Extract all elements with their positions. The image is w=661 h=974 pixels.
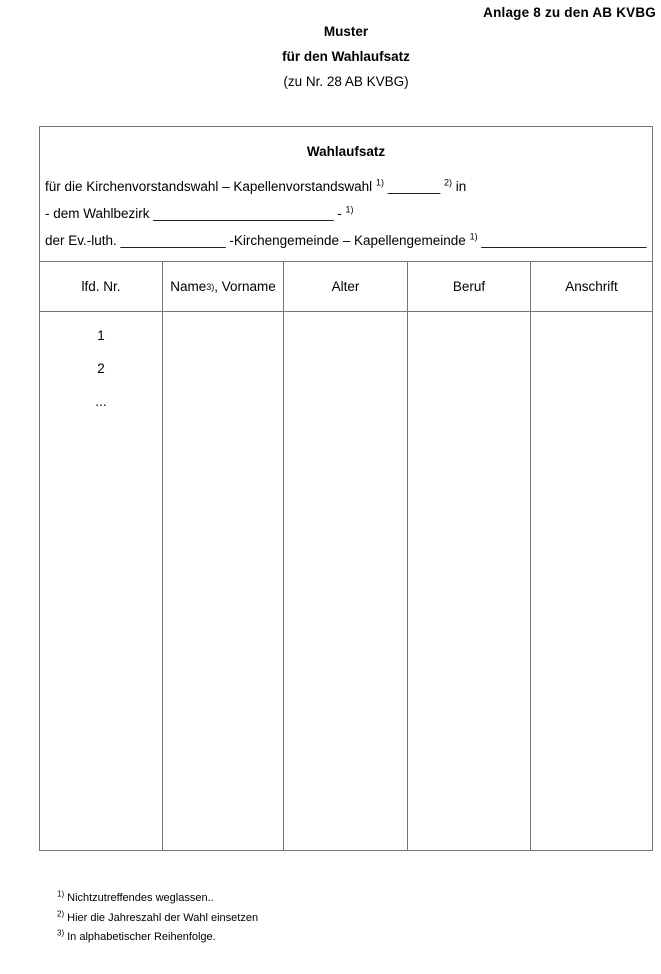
- row-number: ...: [95, 394, 107, 409]
- doc-reference: (zu Nr. 28 AB KVBG): [283, 74, 409, 89]
- footnote-2-marker: 2): [57, 908, 65, 918]
- row-number-list: [40, 312, 162, 418]
- table-header-row: [40, 261, 652, 312]
- election-line-text: für die Kirchenvorstandswahl – Kapellenvorstandswahl: [45, 179, 376, 194]
- table-body: [40, 312, 652, 850]
- form-box: [39, 126, 653, 851]
- form-intro-lines: [45, 173, 651, 254]
- row-number: 2: [97, 361, 105, 376]
- header-vorname-text: , Vorname: [214, 279, 276, 294]
- header-name-text: Name: [170, 279, 207, 294]
- footnote-3-marker: 3): [57, 928, 65, 938]
- doc-subtitle: für den Wahlaufsatz: [282, 49, 410, 64]
- footnote-1: [57, 889, 258, 909]
- form-heading: Wahlaufsatz: [306, 144, 386, 159]
- footnote-2-text: Hier die Jahreszahl der Wahl einsetzen: [67, 911, 259, 924]
- form-line-parish: [45, 227, 651, 254]
- header-cell-anschrift: Anschrift: [565, 279, 618, 294]
- header-cell-beruf: Beruf: [408, 262, 531, 311]
- form-line-election: [45, 173, 651, 200]
- doc-title: Muster: [323, 24, 369, 39]
- district-line-dash: -: [333, 206, 346, 221]
- annex-label: Anlage 8 zu den AB KVBG: [483, 5, 656, 20]
- body-column-alter: [284, 312, 408, 850]
- parish-blank-field: ______________________: [477, 233, 647, 248]
- form-line-district: [45, 200, 651, 227]
- body-column-lfd-nr: [40, 312, 163, 850]
- footnote-ref-1: 1): [345, 204, 354, 215]
- footnote-3-text: In alphabetischer Reihenfolge.: [67, 931, 216, 943]
- header-cell-lfd-nr: lfd. Nr.: [40, 262, 163, 311]
- parish-name-blank-field: ______________: [120, 233, 226, 248]
- footnote-ref-2: 2): [444, 177, 453, 188]
- district-blank-field: ________________________: [153, 206, 334, 221]
- row-number: 1: [97, 328, 105, 343]
- body-column-beruf: [408, 312, 531, 850]
- parish-line-mid: -Kirchengemeinde – Kapellengemeinde: [225, 233, 470, 248]
- header-cell-name-vorname: Name 3) , Vorname: [163, 262, 284, 311]
- district-line-text: - dem Wahlbezirk: [45, 206, 154, 221]
- footnote-ref-1: 1): [469, 231, 478, 242]
- footnote-list: [57, 889, 258, 948]
- footnote-1-marker: 1): [57, 889, 65, 899]
- body-column-anschrift: [531, 312, 652, 850]
- body-column-name-vorname: [163, 312, 284, 850]
- parish-line-text: der Ev.-luth.: [45, 233, 121, 248]
- year-blank-field: _______: [383, 179, 445, 194]
- header-cell-alter: Alter: [284, 262, 408, 311]
- footnote-ref-1: 1): [375, 177, 384, 188]
- election-line-suffix: in: [452, 179, 467, 194]
- footnote-1-text: Nichtzutreffendes weglassen..: [67, 892, 214, 904]
- footnote-2: [57, 909, 258, 929]
- footnote-3: [57, 928, 258, 948]
